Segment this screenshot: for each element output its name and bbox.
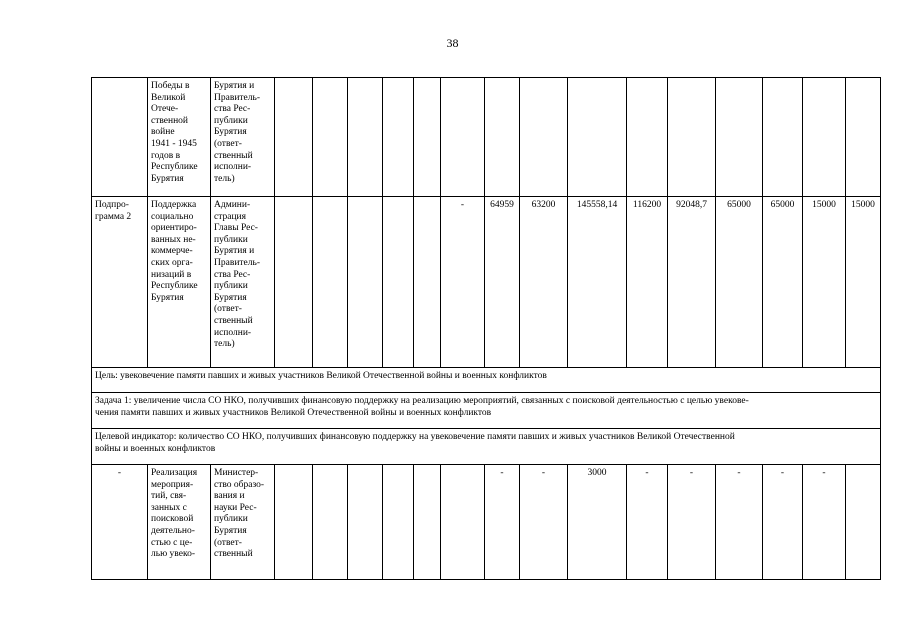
cell-value: [803, 78, 846, 197]
goal-row: [92, 368, 881, 393]
indicator-text: Целевой индикатор: количество СО НКО, получивших финансовую поддержку на увековечение памяти павших и живых участников Великой Отечественной войны и военных конфликтов: [92, 429, 881, 465]
cell-value: [414, 197, 441, 368]
cell-subprogram: Подпро- грамма 2: [92, 197, 148, 368]
cell-value: [846, 78, 881, 197]
cell-executor: Министер- ство образо- вания и науки Рес- публики Бурятия (ответ- ственный: [211, 465, 275, 580]
cell-value: 63200: [520, 197, 568, 368]
cell-name: Победы в Великой Отече- ственной войне 1941 - 1945 годов в Республике Бурятия: [148, 78, 211, 197]
cell-value: 145558,14: [568, 197, 627, 368]
cell-value: 65000: [716, 197, 763, 368]
cell-subprogram: -: [92, 465, 148, 580]
cell-name: Реализация мероприя- тий, свя- занных с поисковой деятельно- стью с це- лью увеко-: [148, 465, 211, 580]
cell-value: [313, 78, 348, 197]
cell-value: 3000: [568, 465, 627, 580]
cell-value: -: [627, 465, 668, 580]
table-row: [92, 78, 881, 197]
cell-value: [275, 197, 313, 368]
cell-value: [520, 78, 568, 197]
cell-value: -: [716, 465, 763, 580]
cell-executor: Бурятия и Правитель- ства Рес- публики Бурятия (ответ- ственный исполни- тель): [211, 78, 275, 197]
cell-value: [846, 465, 881, 580]
cell-value: [313, 465, 348, 580]
cell-value: [441, 78, 485, 197]
cell-value: 64959: [485, 197, 520, 368]
cell-value: [627, 78, 668, 197]
cell-value: [414, 78, 441, 197]
cell-value: [383, 197, 414, 368]
cell-value: [485, 78, 520, 197]
goal-text: Цель: увековечение памяти павших и живых участников Великой Отечественной войны и военных конфликтов: [92, 368, 881, 393]
cell-value: [383, 465, 414, 580]
cell-value: -: [485, 465, 520, 580]
cell-value: [716, 78, 763, 197]
cell-subprogram: [92, 78, 148, 197]
page-number: 38: [446, 36, 459, 50]
cell-value: -: [668, 465, 716, 580]
cell-value: 15000: [803, 197, 846, 368]
indicator-row: [92, 429, 881, 465]
cell-value: [348, 78, 383, 197]
cell-value: 116200: [627, 197, 668, 368]
cell-value: [668, 78, 716, 197]
cell-value: [348, 197, 383, 368]
cell-value: [763, 78, 803, 197]
cell-value: 65000: [763, 197, 803, 368]
cell-value: [348, 465, 383, 580]
table-row: [92, 465, 881, 580]
cell-value: -: [763, 465, 803, 580]
task-row: [92, 393, 881, 429]
cell-value: [275, 465, 313, 580]
cell-value: [414, 465, 441, 580]
cell-executor: Админи- страция Главы Рес- публики Бурятия и Правитель- ства Рес- публики Бурятия (ответ- ственный исполни- тель): [211, 197, 275, 368]
cell-value: [275, 78, 313, 197]
cell-value: 92048,7: [668, 197, 716, 368]
cell-value: -: [803, 465, 846, 580]
cell-value: -: [520, 465, 568, 580]
cell-value: 15000: [846, 197, 881, 368]
cell-value: [383, 78, 414, 197]
cell-value: -: [441, 197, 485, 368]
table-row: [92, 197, 881, 368]
cell-value: [441, 465, 485, 580]
cell-value: [568, 78, 627, 197]
program-table: [91, 77, 881, 580]
cell-value: [313, 197, 348, 368]
task-text: Задача 1: увеличение числа СО НКО, получивших финансовую поддержку на реализацию мероприятий, связанных с поисковой деятельностью с целью увекове- чения памяти павших и живых участников Великой Отечественной войны и военных конфликтов: [92, 393, 881, 429]
cell-name: Поддержка социально ориентиро- ванных не- коммерче- ских орга- низаций в Республике Бурятия: [148, 197, 211, 368]
